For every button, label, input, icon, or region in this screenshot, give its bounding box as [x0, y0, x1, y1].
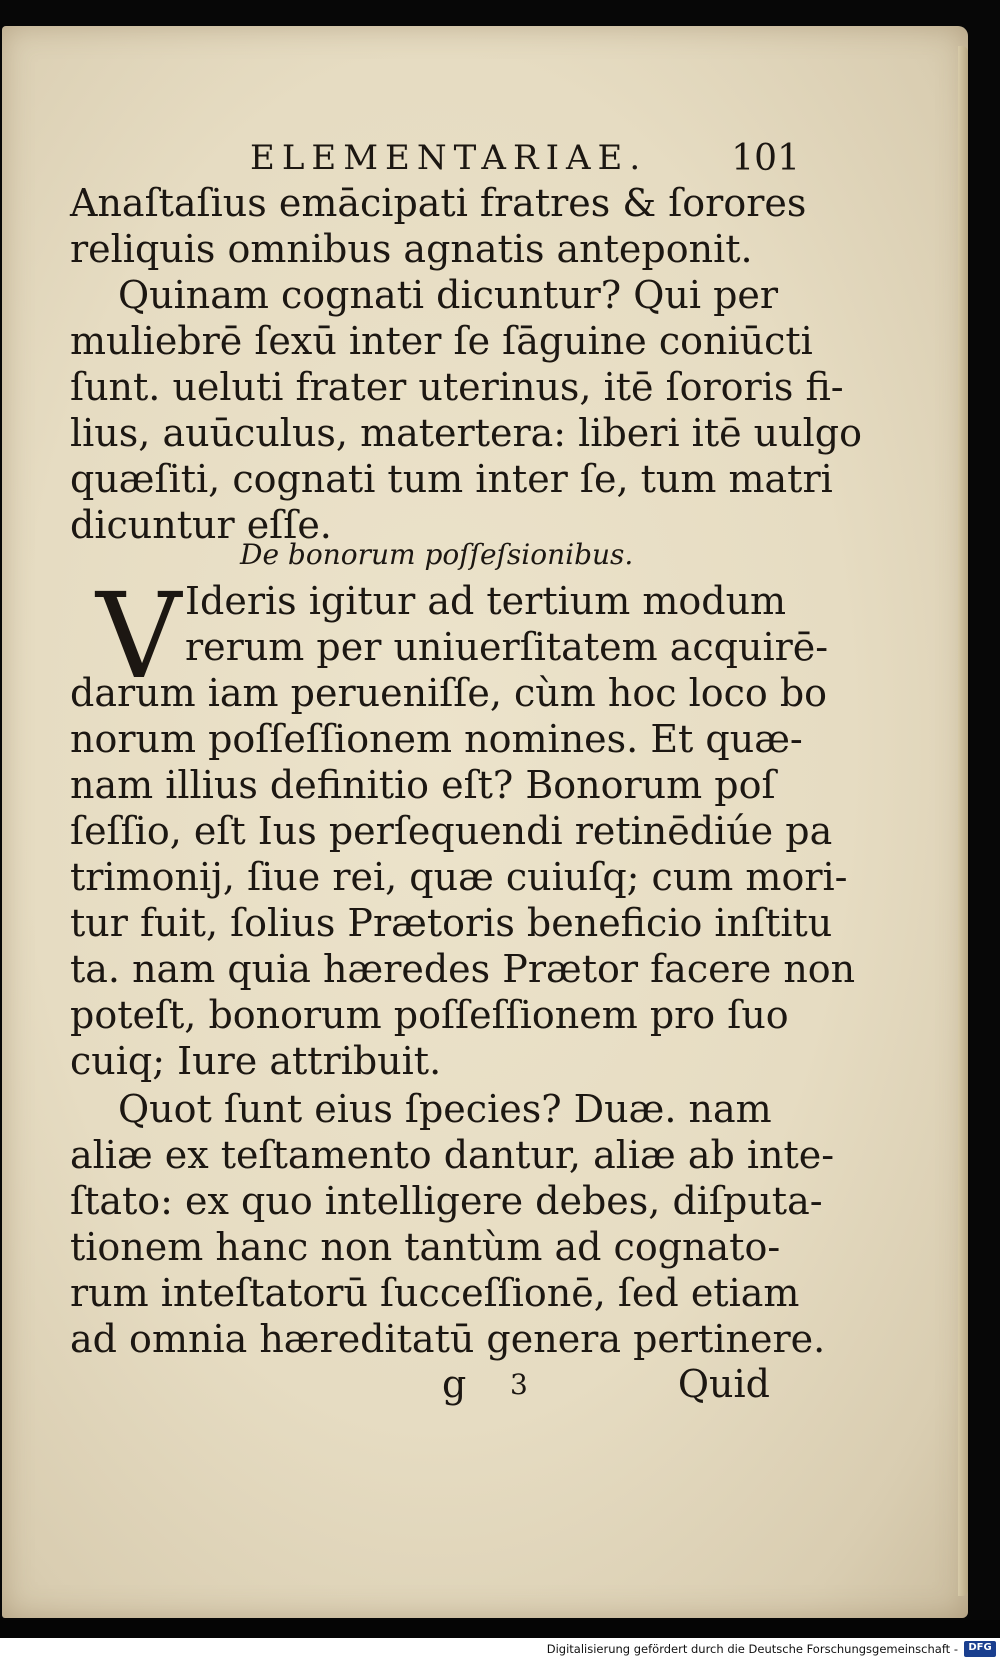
text-line: darum iam perueniſſe, cùm hoc loco bo: [70, 671, 828, 715]
text-line: Anaſtaſius emācipati fratres & ſorores: [70, 181, 807, 225]
text-line: Quinam cognati dicuntur? Qui per: [118, 273, 779, 317]
dfg-logo-icon: [964, 1641, 996, 1657]
text-line: nam illius definitio eſt? Bonorum poſ: [70, 763, 776, 807]
text-line: tur fuit, ſolius Prætoris beneficio inſtitu: [70, 901, 833, 945]
digitization-footer: [0, 1638, 1000, 1664]
text-line: dicuntur eſſe.: [70, 503, 332, 547]
drop-cap: V: [96, 567, 182, 705]
running-head: [70, 138, 800, 184]
text-line: Quot ſunt eius ſpecies? Duæ. nam: [118, 1087, 772, 1131]
text-line: ſeſſio, eſt Ius perſequendi retinēdiúe pa: [70, 809, 833, 853]
text-line: aliæ ex teſtamento dantur, aliæ ab inte-: [70, 1133, 835, 1177]
section-heading: De bonorum poſſeſsionibus.: [240, 538, 634, 571]
text-line: lius, auūculus, matertera: liberi itē uulgo: [70, 411, 862, 455]
text-line: ta. nam quia hæredes Prætor facere non: [70, 947, 856, 991]
text-line: ſtato: ex quo intelligere debes, diſputa-: [70, 1179, 823, 1223]
text-line: rerum per uniuerſitatem acquirē-: [185, 625, 829, 669]
dfg-logo-text: DFG: [968, 1642, 992, 1653]
text-line: trimonij, ſiue rei, quæ cuiuſq; cum mori-: [70, 855, 848, 899]
text-line: quæſiti, cognati tum inter ſe, tum matri: [70, 457, 833, 501]
text-line: reliquis omnibus agnatis anteponit.: [70, 227, 753, 271]
running-head-title: ELEMENTARIAE.: [250, 138, 648, 178]
catchline: [70, 1362, 800, 1412]
text-line: ad omnia hæreditatū genera pertinere.: [70, 1317, 826, 1361]
page-edge: [958, 46, 968, 1596]
text-line: ſunt. ueluti frater uterinus, itē ſororis fi-: [70, 365, 844, 409]
catchword: Quid: [677, 1362, 770, 1406]
text-line: muliebrē ſexū inter ſe ſāguine coniūcti: [70, 319, 813, 363]
page-number: 101: [731, 138, 800, 179]
text-line: norum poſſeſſionem nomines. Et quæ-: [70, 717, 803, 761]
signature-number: 3: [510, 1368, 528, 1401]
text-line: rum inteſtatorū ſucceſſionē, ſed etiam: [70, 1271, 800, 1315]
text-line: cuiq; Iure attribuit.: [70, 1039, 442, 1083]
funding-credit: Digitalisierung gefördert durch die Deutsche Forschungsgemeinschaft -: [546, 1642, 958, 1656]
text-line: Ideris igitur ad tertium modum: [185, 579, 787, 623]
text-line: poteſt, bonorum poſſeſſionem pro ſuo: [70, 993, 789, 1037]
signature-mark: g: [442, 1362, 467, 1406]
text-line: tionem hanc non tantùm ad cognato-: [70, 1225, 781, 1269]
